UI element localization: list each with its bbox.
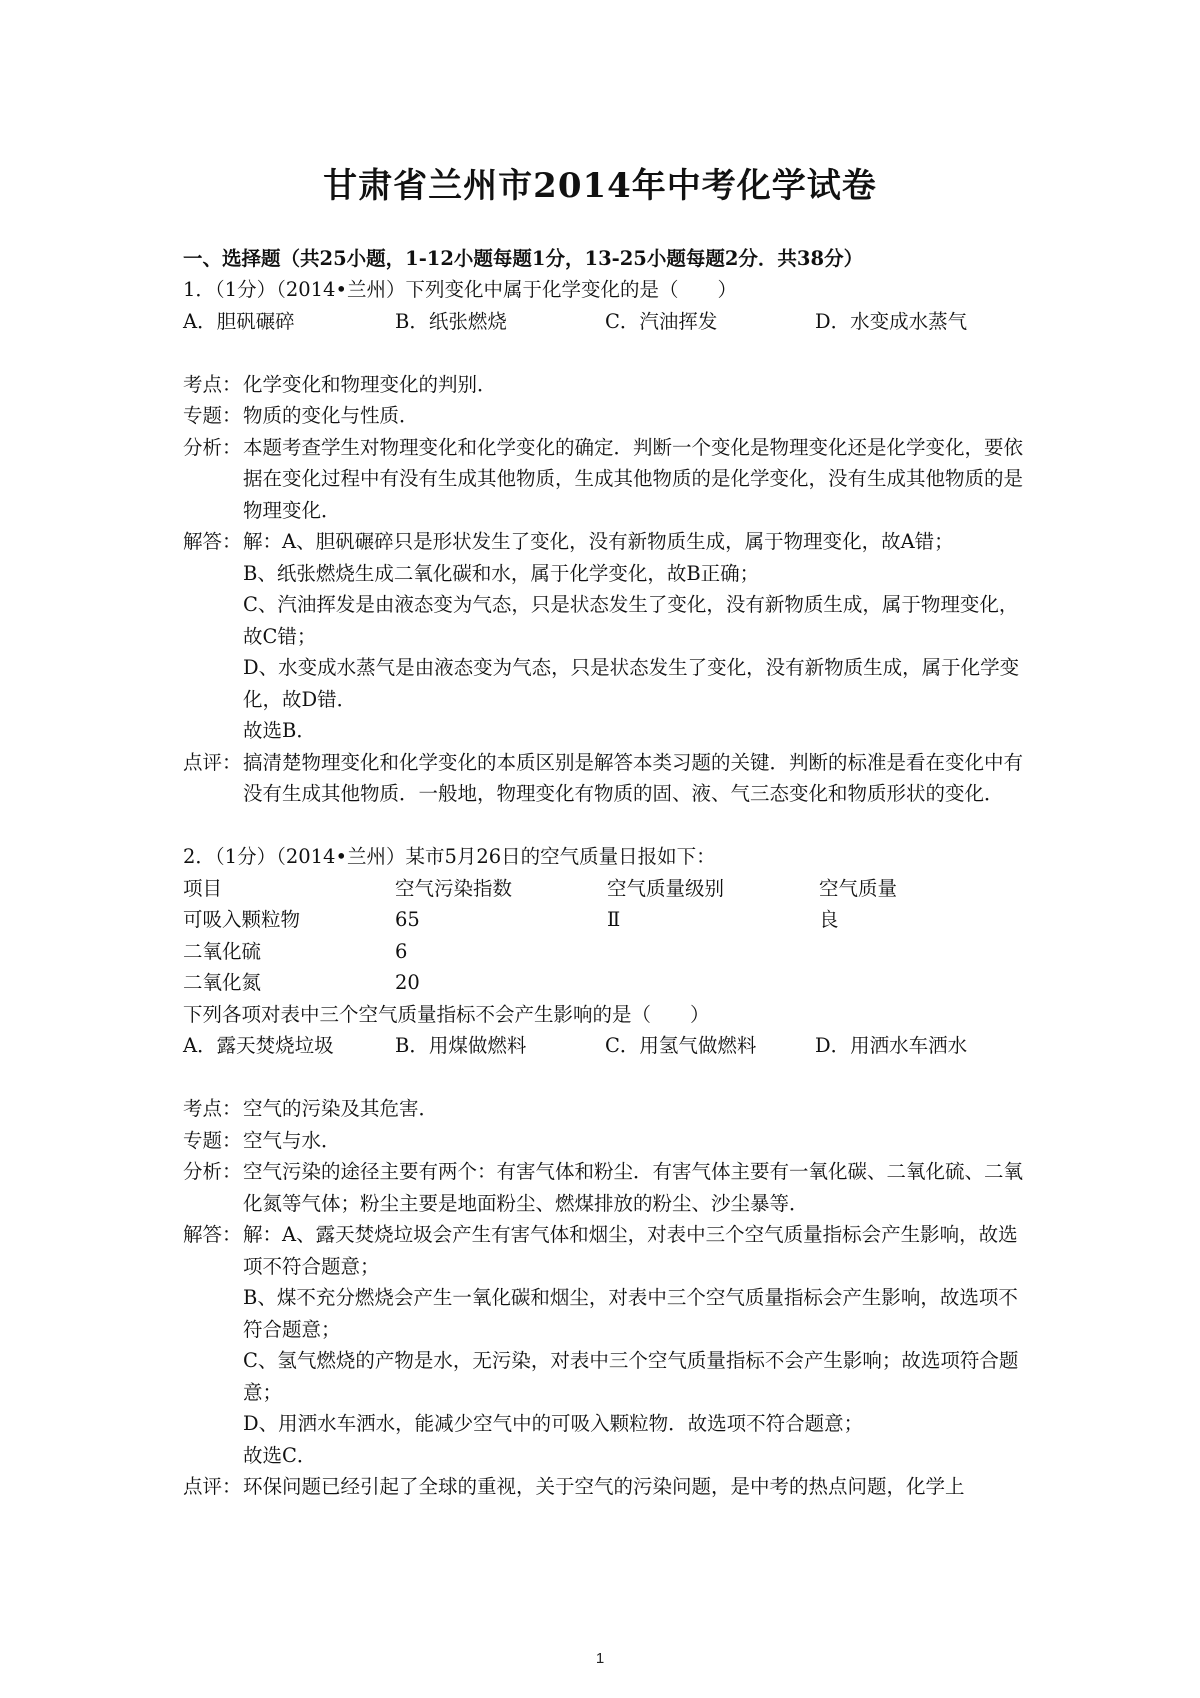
q2-answer: 故选C．: [243, 1443, 317, 1467]
table-cell: 65: [395, 908, 420, 931]
q1-zhuanti: 专题： 物质的变化与性质．: [183, 404, 419, 427]
table-cell: [607, 936, 819, 968]
option-c: C．汽油挥发: [605, 309, 718, 333]
table-cell: 二氧化硫: [183, 939, 262, 963]
table-cell: [819, 967, 1031, 999]
q2-jieda-d: D、用洒水车洒水，能减少空气中的可吸入颗粒物．故选项不符合题意；: [243, 1412, 864, 1435]
option-d: D．水变成水蒸气: [815, 309, 968, 333]
q2-jieda-b: B、煤不充分燃烧会产生一氧化碳和烟尘，对表中三个空气质量指标会产生影响，故选项不符合题意；: [243, 1286, 1018, 1341]
q1-jieda-a: 解：A、胆矾碾碎只是形状发生了变化，没有新物质生成，属于物理变化，故A错；: [243, 530, 954, 553]
page-number: 1: [595, 1650, 605, 1667]
table-header: 空气质量级别: [607, 876, 725, 900]
table-cell: 6: [395, 939, 408, 963]
option-b: B．用煤做燃料: [395, 1034, 527, 1057]
q2-jieda-a: 解：A、露天焚烧垃圾会产生有害气体和烟尘，对表中三个空气质量指标会产生影响，故选项不符合题意；: [243, 1223, 1018, 1278]
table-cell: 二氧化氮: [183, 971, 262, 994]
air-quality-table: [183, 873, 1028, 999]
section-heading: 一、选择题（共25小题，1-12小题每题1分，13-25小题每题2分．共38分）: [183, 247, 864, 270]
question-1-options: [183, 306, 1028, 338]
page-title: 甘肃省兰州市2014年中考化学试卷: [323, 166, 877, 206]
table-cell: [819, 936, 1031, 968]
option-c: C．用氢气做燃料: [605, 1034, 757, 1057]
q1-jieda-d: D、水变成水蒸气是由液态变为气态，只是状态发生了变化，没有新物质生成，属于化学变化，故D错．: [243, 656, 1020, 711]
option-a: A．胆矾碾碎: [183, 309, 295, 333]
table-cell: [607, 967, 819, 999]
q1-fenxi: 分析： 本题考查学生对物理变化和化学变化的确定．判断一个变化是物理变化还是化学变化，要依据在变化过程中有没有生成其他物质，生成其他物质的是化学变化，没有生成其他物质的是物理变化．: [183, 435, 1024, 522]
q1-kaodian: 考点： 化学变化和物理变化的判别．: [183, 372, 497, 396]
document-body: [183, 274, 1028, 1503]
q1-jieda-b: B、纸张燃烧生成二氧化碳和水，属于化学变化，故B正确；: [243, 561, 760, 585]
q1-jieda-c: C、汽油挥发是由液态变为气态，只是状态发生了变化，没有新物质生成，属于物理变化，故C错；: [243, 593, 1019, 648]
q2-zhuanti: 专题： 空气与水．: [183, 1128, 341, 1152]
question-2-prompt: 下列各项对表中三个空气质量指标不会产生影响的是（ ）: [183, 1002, 710, 1026]
table-cell: 良: [819, 908, 839, 931]
table-cell: Ⅱ: [607, 908, 621, 931]
table-cell: 可吸入颗粒物: [183, 908, 301, 931]
q2-kaodian: 考点： 空气的污染及其危害．: [183, 1097, 439, 1120]
question-2-stem: 2．（1分）（2014•兰州）某市5月26日的空气质量日报如下：: [183, 845, 716, 868]
option-b: B．纸张燃烧: [395, 309, 507, 333]
q2-jieda: 解答： 解：A、露天焚烧垃圾会产生有害气体和烟尘，对表中三个空气质量指标会产生影响，故选项不符合题意； B、煤不充分燃烧会产生一氧化碳和烟尘，对表中三个空气质量指标会产生影响，故选项不符合题意； C、氢气燃烧的产物是水，无污染，对表中三个空气质量指标不会产生影响；故选项符合题意； D、用洒水车洒水，能减少空气中的可吸入颗粒物．故选项不符合题意； 故选C．: [183, 1219, 1028, 1471]
table-header: 项目: [183, 876, 223, 900]
q1-jieda: 解答： 解：A、胆矾碾碎只是形状发生了变化，没有新物质生成，属于物理变化，故A错； B、纸张燃烧生成二氧化碳和水，属于化学变化，故B正确； C、汽油挥发是由液态变为气态，只是状态发生了变化，没有新物质生成，属于物理变化，故C错； D、水变成水蒸气是由液态变为气态，只是状态发生了变化，没有新物质生成，属于化学变化，故D错． 故选B．: [183, 526, 1028, 747]
q2-jieda-c: C、氢气燃烧的产物是水，无污染，对表中三个空气质量指标不会产生影响；故选项符合题意；: [243, 1349, 1019, 1404]
q2-fenxi: 分析： 空气污染的途径主要有两个：有害气体和粉尘．有害气体主要有一氧化碳、二氧化硫、二氧化氮等气体；粉尘主要是地面粉尘、燃煤排放的粉尘、沙尘暴等．: [183, 1160, 1024, 1215]
q2-dianping: 点评： 环保问题已经引起了全球的重视，关于空气的污染问题，是中考的热点问题，化学上: [183, 1475, 965, 1498]
question-2-options: [183, 1030, 1028, 1062]
q1-answer: 故选B．: [243, 719, 316, 742]
question-1-stem: 1．（1分）（2014•兰州）下列变化中属于化学变化的是（ ）: [183, 278, 737, 301]
q1-dianping: 点评： 搞清楚物理变化和化学变化的本质区别是解答本类习题的关键．判断的标准是看在变化中有没有生成其他物质．一般地，物理变化有物质的固、液、气三态变化和物质形状的变化．: [183, 750, 1024, 805]
option-a: A．露天焚烧垃圾: [183, 1034, 334, 1057]
table-header: 空气污染指数: [395, 876, 513, 900]
option-d: D．用洒水车洒水: [815, 1034, 968, 1057]
table-header: 空气质量: [819, 876, 898, 900]
table-cell: 20: [395, 971, 420, 994]
